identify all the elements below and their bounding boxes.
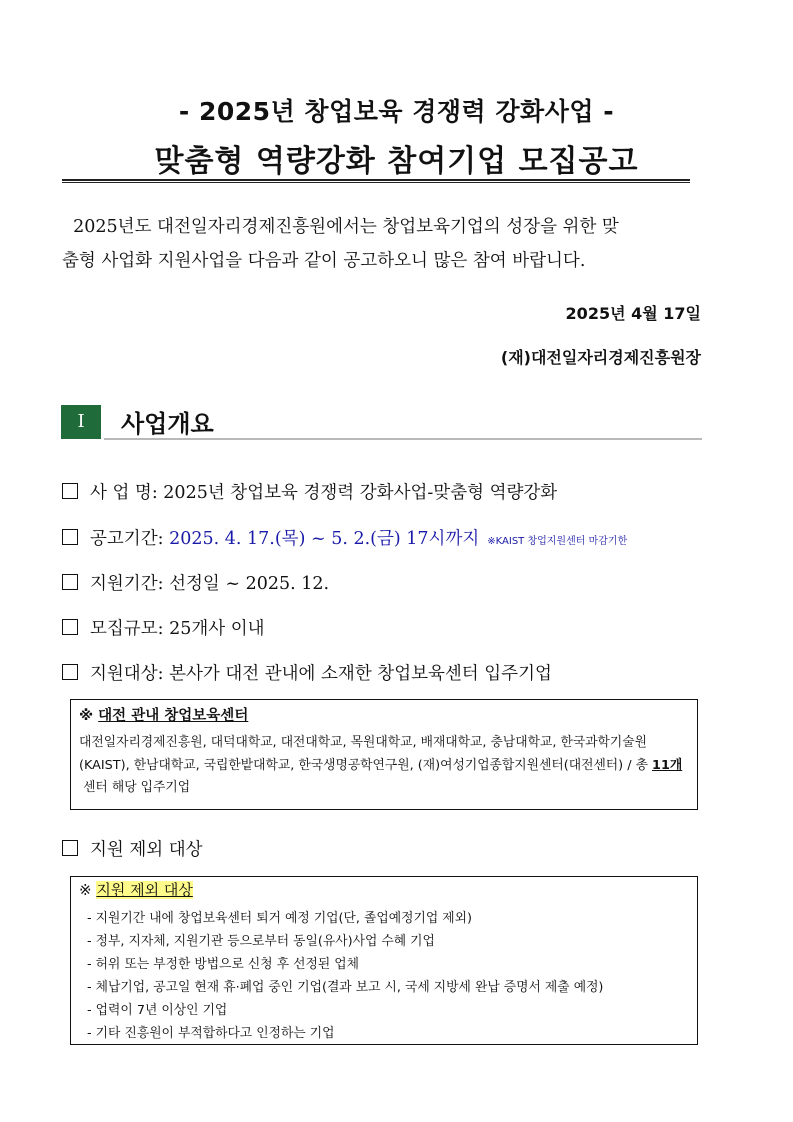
centers-list-suffix: 센터 해당 입주기업 <box>79 780 191 795</box>
square-bullet-icon <box>62 529 78 545</box>
item-announcement-period <box>62 525 627 550</box>
support-target-text: 지원대상: 본사가 대전 관내에 소재한 창업보육센터 입주기업 <box>90 664 552 684</box>
period-value: 2025. 4. 17.(목) ~ 5. 2.(금) 17시까지 <box>169 529 480 549</box>
intro-line-1: 2025년도 대전일자리경제진흥원에서는 창업보육기업의 성장을 위한 맞 <box>62 217 619 237</box>
list-item: - 지원기간 내에 창업보육센터 퇴거 예정 기업(단, 졸업예정기업 제외) <box>87 911 472 926</box>
title-line-1: - 2025년 창업보육 경쟁력 강화사업 - <box>178 97 615 126</box>
recruit-scale-text: 모집규모: 25개사 이내 <box>90 619 265 639</box>
list-item: - 정부, 지자체, 지원기관 등으로부터 동일(유사)사업 수혜 기업 <box>87 934 435 949</box>
list-item: - 허위 또는 부정한 방법으로 신청 후 선정된 업체 <box>87 957 360 972</box>
centers-count: 11개 <box>652 757 683 773</box>
section-title: 사업개요 <box>121 410 214 438</box>
support-period-text: 지원기간: 선정일 ~ 2025. 12. <box>90 574 330 594</box>
item-support-period <box>62 570 329 595</box>
announcement-date: 2025년 4월 17일 <box>565 304 701 323</box>
panel-exclusion-title-text: 지원 제외 대상 <box>96 881 193 899</box>
panel-centers-title-text: 대전 관내 창업보육센터 <box>98 708 249 724</box>
list-item: - 기타 진흥원이 부적합하다고 인정하는 기업 <box>87 1026 335 1041</box>
square-bullet-icon <box>62 619 78 635</box>
panel-exclusion-title <box>79 879 689 901</box>
item-support-target <box>62 660 552 685</box>
title-divider <box>62 179 690 183</box>
period-label: 공고기간: <box>90 529 170 549</box>
period-note: ※KAIST 창업지원센터 마감기한 <box>487 536 628 547</box>
issuer-name: (재)대전일자리경제진흥원장 <box>500 348 701 367</box>
centers-list-text: 대전일자리경제진흥원, 대덕대학교, 대전대학교, 목원대학교, 배재대학교, 충남대학교, 한국과학기술원(KAIST), 한남대학교, 국립한밭대학교, 한국생명공학연구원, (재)여성기업종합지원센터(대전센터) / 총 <box>79 735 653 773</box>
exclusion-list <box>79 907 689 1045</box>
intro-line-2: 춤형 사업화 지원사업을 다음과 같이 공고하오니 많은 참여 바랍니다. <box>62 251 586 271</box>
note-mark: ※ <box>79 708 99 724</box>
section-number-badge: Ⅰ <box>61 405 101 439</box>
title-line-2: 맞춤형 역량강화 참여기업 모집공고 <box>154 144 639 179</box>
exclusion-panel <box>70 876 698 1045</box>
item-recruit-scale <box>62 615 265 640</box>
square-bullet-icon <box>62 664 78 680</box>
incubation-centers-panel <box>70 699 698 810</box>
section-divider <box>104 438 702 440</box>
square-bullet-icon <box>62 483 78 499</box>
panel-centers-title <box>79 704 689 728</box>
square-bullet-icon <box>62 840 78 856</box>
item-project-name <box>62 479 557 504</box>
item-project-name-text: 사 업 명: 2025년 창업보육 경쟁력 강화사업-맞춤형 역량강화 <box>90 483 558 503</box>
panel-centers-body <box>79 732 689 800</box>
note-mark: ※ <box>79 881 97 899</box>
square-bullet-icon <box>62 574 78 590</box>
exclusion-text: 지원 제외 대상 <box>90 840 203 860</box>
list-item: - 체납기업, 공고일 현재 휴·폐업 중인 기업(결과 보고 시, 국세 지방세 완납 증명서 제출 예정) <box>87 980 604 995</box>
list-item: - 업력이 7년 이상인 기업 <box>87 1003 228 1018</box>
item-exclusion <box>62 836 203 861</box>
